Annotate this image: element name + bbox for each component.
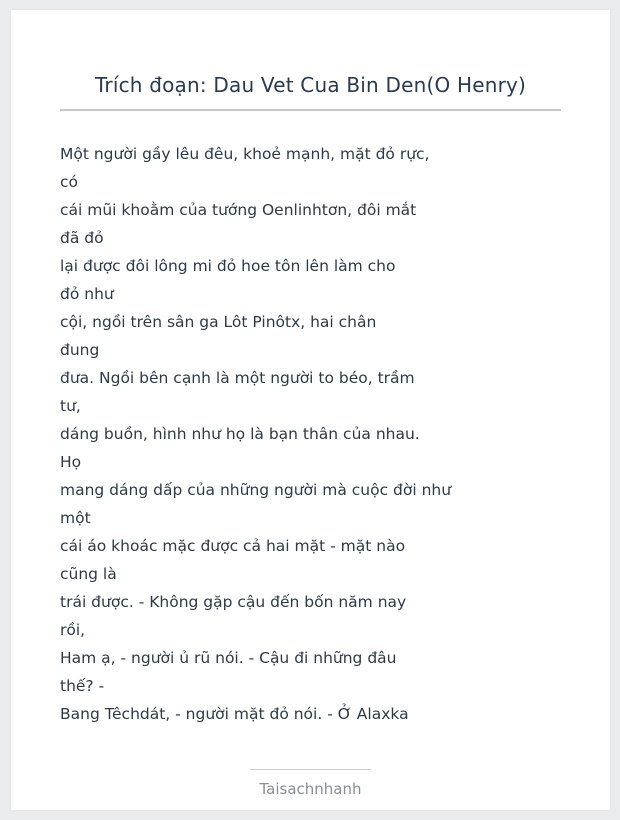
text-line: đỏ như [60,285,114,303]
text-line: một [60,509,91,527]
text-line: cái mũi khoằm của tướng Oenlinhtơn, đôi mắt [60,201,417,219]
text-line: có [60,173,79,191]
document-title: Trích đoạn: Dau Vet Cua Bin Den(O Henry) [94,73,527,97]
text-line: cũng là [60,565,117,583]
text-line: tư, [60,397,81,415]
text-line: cội, ngồi trên sân ga Lôt Pinôtx, hai chân [60,313,377,331]
text-line: thế? - [60,677,105,695]
text-line: Bang Têchdát, - người mặt đỏ nói. - Ở Alaxka [60,705,409,723]
title-divider [60,109,561,111]
text-line: đung [60,341,100,359]
text-line: rồi, [60,621,86,639]
text-line: đưa. Ngồi bên cạnh là một người to béo, trầm [60,369,415,387]
text-line: mang dáng dấp của những người mà cuộc đời như [60,481,452,499]
text-line: đã đỏ [60,229,104,247]
text-line: lại được đôi lông mi đỏ hoe tôn lên làm cho [60,257,396,275]
text-line: dáng buồn, hình như họ là bạn thân của nhau. [60,425,420,443]
text-line: trái được. - Không gặp cậu đến bốn năm nay [60,593,407,611]
document-card [11,10,610,810]
footer-brand: Taisachnhanh [259,780,362,798]
footer-divider [250,769,371,770]
text-line: Ham ạ, - người ủ rũ nói. - Cậu đi những đâu [60,649,397,667]
excerpt-body [60,140,580,728]
text-line: Họ [60,453,82,471]
text-line: cái áo khoác mặc được cả hai mặt - mặt nào [60,537,406,555]
text-line: Một người gầy lêu đêu, khoẻ mạnh, mặt đỏ rực, [60,145,430,163]
